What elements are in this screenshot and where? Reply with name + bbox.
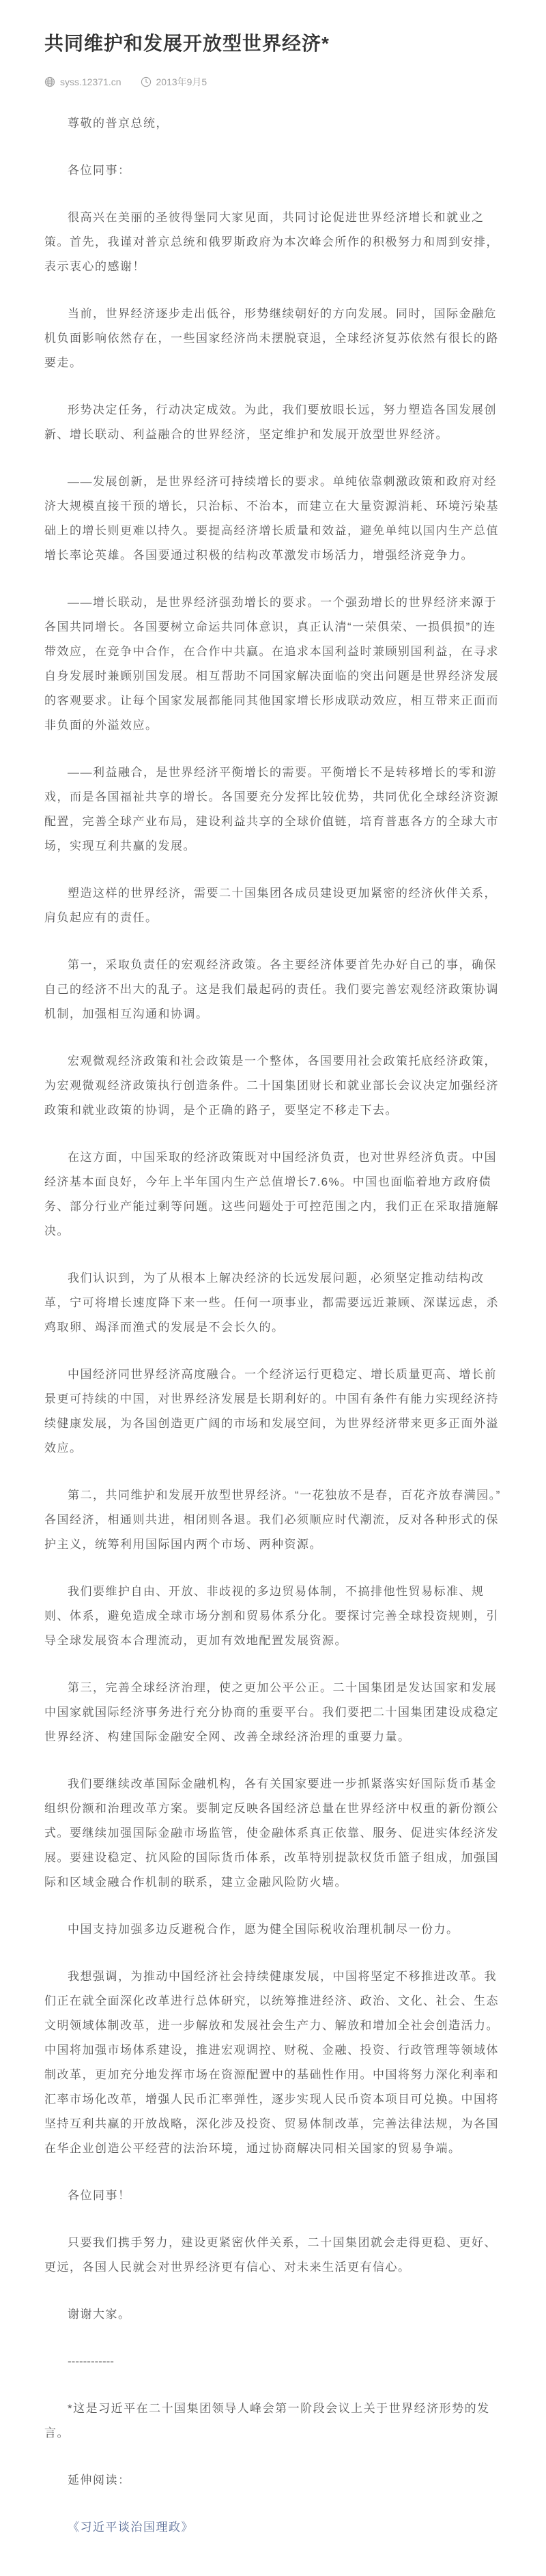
footnote: *这是习近平在二十国集团领导人峰会第一阶段会议上关于世界经济形势的发言。 bbox=[44, 2402, 490, 2439]
paragraph: 只要我们携手努力，建设更紧密伙伴关系，二十国集团就会走得更稳、更好、更远，各国人民就会对世界经济更有信心、对未来生活更有信心。 bbox=[44, 2236, 497, 2274]
clock-icon bbox=[141, 76, 152, 87]
paragraph: ——增长联动，是世界经济强劲增长的要求。一个强劲增长的世界经济来源于各国共同增长。各国要树立命运共同体意识，真正认清“一荣俱荣、一损俱损”的连带效应，在竞争中合作，在合作中共赢。在追求本国利益时兼顾别国利益，在寻求自身发展时兼顾别国发展。相互帮助不同国家解决面临的突出问题是世界经济发展的客观要求。让每个国家发展都能同其他国家增长形成联动效应，相互带来正面而非负面的外溢效应。 bbox=[44, 596, 499, 732]
paragraph: 尊敬的普京总统， bbox=[68, 117, 169, 130]
read-more-line bbox=[44, 2515, 502, 2540]
paragraph: 在这方面，中国采取的经济政策既对中国经济负责，也对世界经济负责。中国经济基本面良好，今年上半年国内生产总值增长7.6%。中国也面临着地方政府债务、部分行业产能过剩等问题。这些问题处于可控范围之内，我们正在采取措施解决。 bbox=[44, 1151, 499, 1237]
paragraph: 我们认识到，为了从根本上解决经济的长远发展问题，必须坚定推动结构改革，宁可将增长速度降下来一些。任何一项事业，都需要远近兼顾、深谋远虑，杀鸡取卵、竭泽而渔式的发展是不会长久的。 bbox=[44, 1272, 499, 1334]
date-meta bbox=[141, 75, 207, 89]
paragraph: 当前，世界经济逐步走出低谷，形势继续朝好的方向发展。同时，国际金融危机负面影响依然存在，一些国家经济尚未摆脱衰退，全球经济复苏依然有很长的路要走。 bbox=[44, 307, 499, 369]
paragraph: 中国支持加强多边反避税合作，愿为健全国际税收治理机制尽一份力。 bbox=[68, 1923, 459, 1936]
paragraph: 各位同事： bbox=[68, 164, 131, 177]
paragraph: 第三，完善全球经济治理，使之更加公平公正。二十国集团是发达国家和发展中国家就国际经济事务进行充分协商的重要平台。我们要把二十国集团建设成稳定世界经济、构建国际金融安全网、改善全球经济治理的重要力量。 bbox=[44, 1681, 499, 1743]
paragraph: ——发展创新，是世界经济可持续增长的要求。单纯依靠刺激政策和政府对经济大规模直接干预的增长，只治标、不治本，而建立在大量资源消耗、环境污染基础上的增长则更难以持久。要提高经济增长质量和效益，避免单纯以国内生产总值增长率论英雄。各国要通过积极的结构改革激发市场活力，增强经济竞争力。 bbox=[44, 475, 499, 562]
paragraph: 很高兴在美丽的圣彼得堡同大家见面，共同讨论促进世界经济增长和就业之策。首先，我谨对普京总统和俄罗斯政府为本次峰会所作的积极努力和周到安排，表示衷心的感谢！ bbox=[44, 211, 499, 273]
article-meta bbox=[44, 75, 502, 89]
paragraph: 我们要继续改革国际金融机构，各有关国家要进一步抓紧落实好国际货币基金组织份额和治理改革方案。要制定反映各国经济总量在世界经济中权重的新份额公式。要继续加强国际金融市场监管，使金融体系真正依靠、服务、促进实体经济发展。要建设稳定、抗风险的国际货币体系，改革特别提款权货币篮子组成，加强国际和区域金融合作机制的联系，建立金融风险防火墙。 bbox=[44, 1777, 499, 1889]
paragraph: 我们要维护自由、开放、非歧视的多边贸易体制，不搞排他性贸易标准、规则、体系，避免造成全球市场分割和贸易体系分化。要探讨完善全球投资规则，引导全球发展资本合理流动，更加有效地配置发展资源。 bbox=[44, 1585, 499, 1647]
paragraph: 第二，共同维护和发展开放型世界经济。“一花独放不是春，百花齐放春满园。”各国经济，相通则共进，相闭则各退。我们必须顺应时代潮流，反对各种形式的保护主义，统筹利用国际国内两个市场、两种资源。 bbox=[44, 1489, 501, 1551]
article-body bbox=[44, 111, 502, 2327]
page-title: 共同维护和发展开放型世界经济* bbox=[44, 33, 330, 54]
article-page bbox=[0, 31, 546, 2576]
paragraph: 谢谢大家。 bbox=[68, 2308, 131, 2321]
read-more-label: 延伸阅读： bbox=[68, 2474, 131, 2487]
date-text: 2013年9月5 bbox=[156, 76, 207, 87]
globe-icon bbox=[44, 76, 55, 87]
paragraph: 形势决定任务，行动决定成效。为此，我们要放眼长远，努力塑造各国发展创新、增长联动、利益融合的世界经济，坚定维护和发展开放型世界经济。 bbox=[44, 403, 497, 441]
paragraph: 各位同事！ bbox=[68, 2189, 131, 2202]
paragraph: 我想强调，为推动中国经济社会持续健康发展，中国将坚定不移推进改革。我们正在就全面深化改革进行总体研究，以统筹推进经济、政治、文化、社会、生态文明领域体制改革，进一步解放和发展社会生产力、解放和增加全社会创造活力。中国将加强市场体系建设，推进宏观调控、财税、金融、投资、行政管理等领域体制改革，更加充分地发挥市场在资源配置中的基础性作用。中国将努力深化利率和汇率市场化改革，增强人民币汇率弹性，逐步实现人民币资本项目可兑换。中国将坚持互利共赢的开放战略，深化涉及投资、贸易体制改革，完善法律法规，为各国在华企业创造公平经营的法治环境，通过协商解决同相关国家的贸易争端。 bbox=[44, 1970, 499, 2155]
separator-line: ------------ bbox=[68, 2355, 114, 2368]
paragraph: ——利益融合，是世界经济平衡增长的需要。平衡增长不是转移增长的零和游戏，而是各国福祉共享的增长。各国要充分发挥比较优势，共同优化全球经济资源配置，完善全球产业布局，建设利益共享的全球价值链，培育普惠各方的全球大市场，实现互利共赢的发展。 bbox=[44, 766, 499, 853]
paragraph: 中国经济同世界经济高度融合。一个经济运行更稳定、增长质量更高、增长前景更可持续的中国，对世界经济发展是长期利好的。中国有条件有能力实现经济持续健康发展，为各国创造更广阔的市场和发展空间，为世界经济带来更多正面外溢效应。 bbox=[44, 1368, 499, 1455]
paragraph: 宏观微观经济政策和社会政策是一个整体，各国要用社会政策托底经济政策，为宏观微观经济政策执行创造条件。二十国集团财长和就业部长会议决定加强经济政策和就业政策的协调，是个正确的路子，要坚定不移走下去。 bbox=[44, 1055, 499, 1117]
source-meta bbox=[44, 76, 121, 87]
paragraph: 第一，采取负责任的宏观经济政策。各主要经济体要首先办好自己的事，确保自己的经济不出大的乱子。这是我们最起码的责任。我们要完善宏观经济政策协调机制，加强相互沟通和协调。 bbox=[44, 958, 499, 1020]
paragraph: 塑造这样的世界经济，需要二十国集团各成员建设更加紧密的经济伙伴关系，肩负起应有的责任。 bbox=[44, 887, 497, 924]
article-tail bbox=[44, 2349, 502, 2540]
read-more-link[interactable]: 《习近平谈治国理政》 bbox=[68, 2521, 194, 2534]
source-text: syss.12371.cn bbox=[60, 76, 121, 87]
